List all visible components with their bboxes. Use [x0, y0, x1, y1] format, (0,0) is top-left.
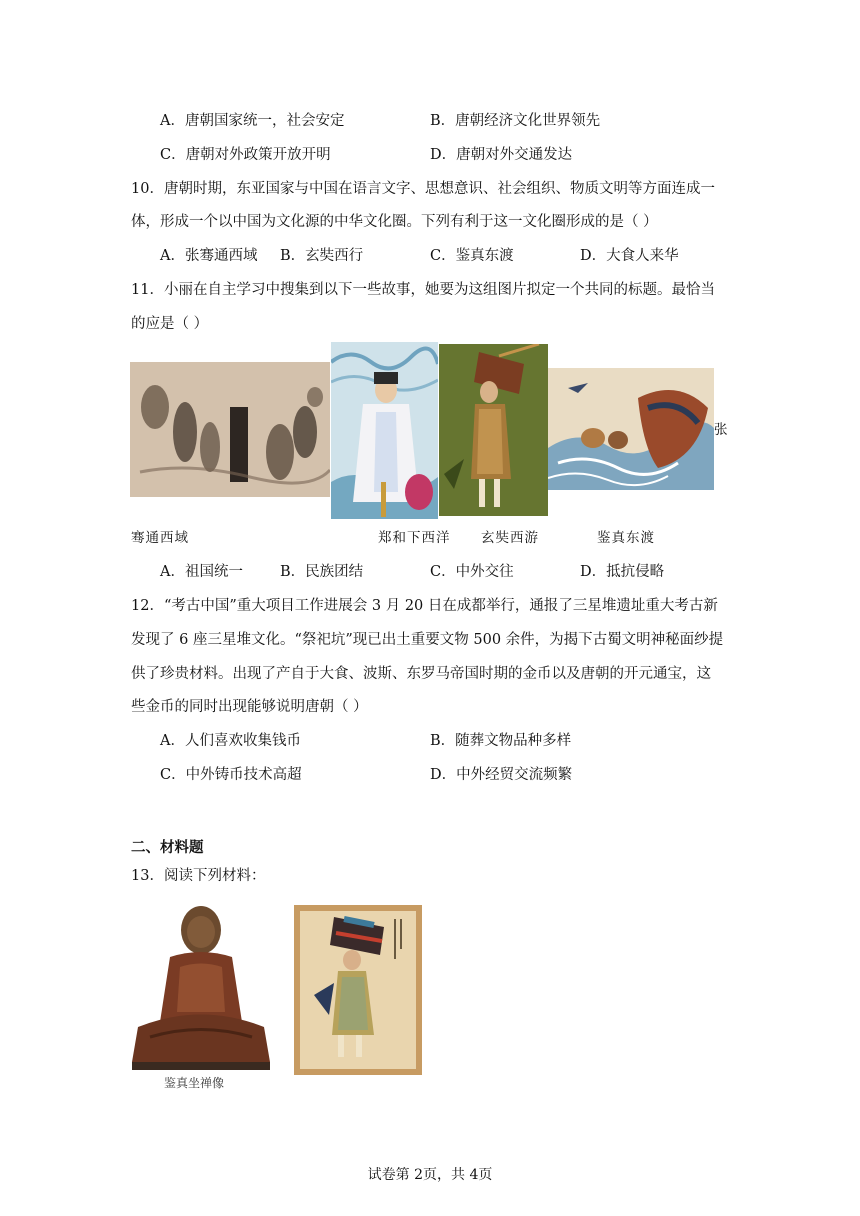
q9-option-a: A．唐朝国家统一，社会安定: [160, 113, 345, 129]
caption-zhang-qian: 骞通西域: [131, 530, 189, 546]
q12-stem-line1: 12．“考古中国”重大项目工作进展会 3 月 20 日在成都举行，通报了三星堆遗址重大考古新: [131, 598, 718, 614]
q10-option-d: D．大食人来华: [580, 248, 679, 264]
q9-option-b: B．唐朝经济文化世界领先: [430, 113, 601, 129]
q11-option-d: D．抵抗侵略: [580, 564, 665, 580]
q13-stem-line1: 13．阅读下列材料：: [131, 868, 266, 884]
jianzhen-statue-image: [130, 902, 272, 1092]
caption-zheng-he: 郑和下西洋: [378, 530, 451, 546]
q10-option-c: C．鉴真东渡: [430, 248, 514, 264]
q12-stem-line3: 供了珍贵材料。出现了产自于大食、波斯、东罗马帝国时期的金币以及唐朝的开元通宝，这: [131, 666, 711, 682]
q12-option-d: D．中外经贸交流频繁: [430, 767, 573, 783]
section-title: 二、材料题: [131, 839, 204, 856]
caption-zhang-part1: 张: [714, 422, 729, 438]
caption-xuanzang: 玄奘西游: [481, 530, 539, 546]
q11-stem-line2: 的应是（ ）: [131, 316, 209, 332]
q12-option-c: C．中外铸币技术高超: [160, 767, 302, 783]
q12-option-b: B．随葬文物品种多样: [430, 733, 572, 749]
jianzhen-voyage-image: [548, 368, 714, 490]
q10-stem-line1: 10．唐朝时期，东亚国家与中国在语言文字、思想意识、社会组织、物质文明等方面连成一: [131, 181, 715, 197]
q11-option-c: C．中外交往: [430, 564, 514, 580]
q11-option-b: B．民族团结: [280, 564, 364, 580]
caption-jianzhen: 鉴真东渡: [597, 530, 655, 546]
q11-stem-line1: 11．小丽在自主学习中搜集到以下一些故事，她要为这组图片拟定一个共同的标题。最恰当: [131, 282, 715, 298]
q12-stem-line4: 些金币的同时出现能够说明唐朝（ ）: [131, 699, 368, 715]
q9-option-d: D．唐朝对外交通发达: [430, 147, 573, 163]
q10-stem-line2: 体，形成一个以中国为文化源的中华文化圈。下列有利于这一文化圈形成的是（ ）: [131, 214, 658, 230]
q9-option-c: C．唐朝对外政策开放开明: [160, 147, 331, 163]
q12-option-a: A．人们喜欢收集钱币: [160, 733, 301, 749]
q12-stem-line2: 发现了 6 座三星堆文化。“祭祀坑”现已出土重要文物 500 余件，为揭下古蜀文明神秘面纱提: [131, 632, 724, 648]
q10-option-a: A．张骞通西域: [160, 248, 258, 264]
page-footer: 试卷第 2页，共 4页: [367, 1167, 493, 1183]
xuanzang-scroll-image: [294, 905, 422, 1075]
jianzhen-statue-caption: 鉴真坐禅像: [164, 1076, 225, 1090]
q10-option-b: B．玄奘西行: [280, 248, 364, 264]
xuanzang-portrait-image: [439, 344, 548, 516]
q11-option-a: A．祖国统一: [160, 564, 243, 580]
zheng-he-portrait-image: [331, 342, 438, 519]
zhang-qian-mural-image: [130, 362, 330, 497]
